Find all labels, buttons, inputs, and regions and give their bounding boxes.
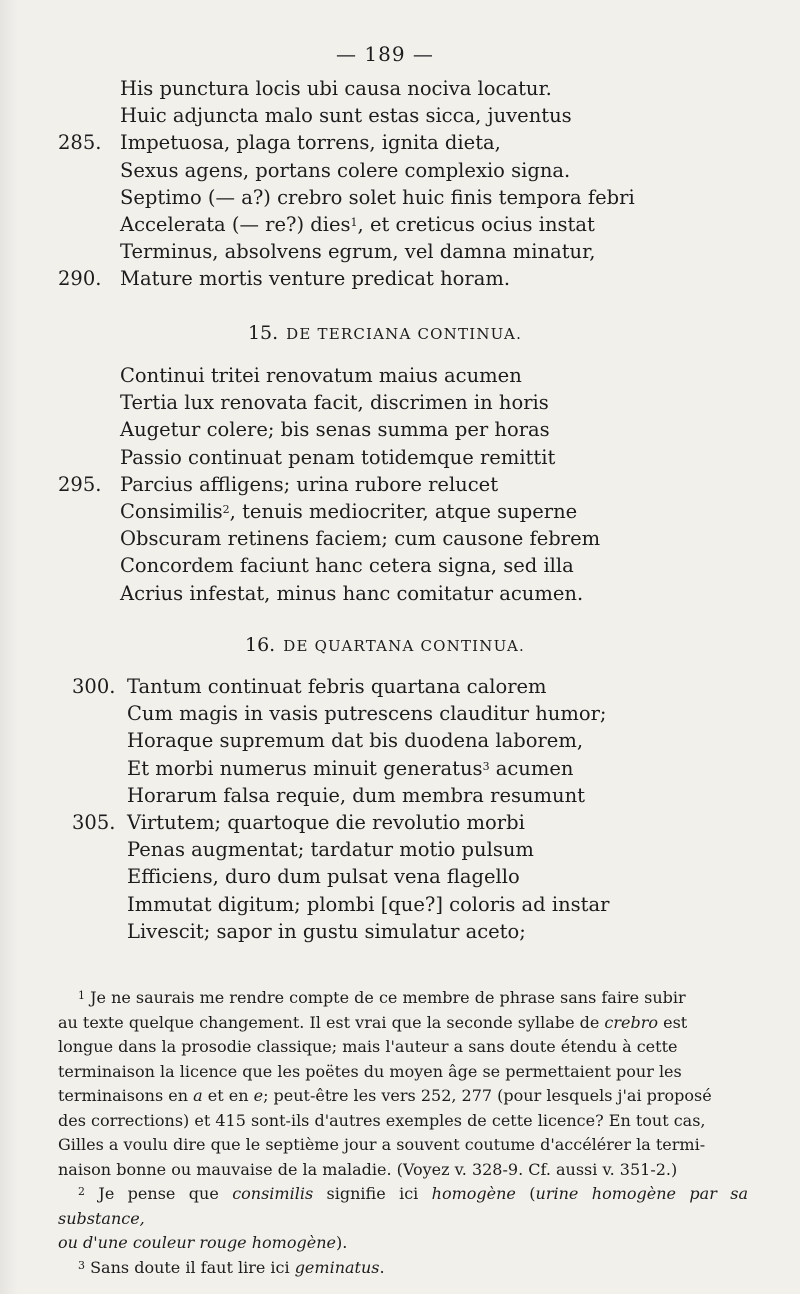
footnote-text: terminaisons en [58,1086,194,1105]
verse-text: Parcius affligens; urina rubore relucet [120,472,499,496]
verse-text: Huic adjuncta malo sunt estas sicca, juventus [120,104,572,128]
verse-line [0,836,800,863]
verse-line [0,211,800,238]
verse-text: Impetuosa, plaga torrens, ignita dieta, [120,131,501,155]
footnote-1 [58,986,748,1182]
verse-line [0,918,800,945]
verse-line [0,265,800,292]
verse-text: Terminus, absolvens egrum, vel damna minatur, [120,240,596,264]
section-number: 16. [245,634,276,656]
verse-line [0,102,800,129]
verse-text: Acrius infestat, minus hanc comitatur acumen. [120,581,584,605]
verse-line [0,389,800,416]
verse-text: , et creticus ocius instat [357,212,595,236]
footnote-text: est [658,1012,688,1032]
footnote-text: ( [515,1184,536,1203]
verse-number: 295. [58,472,102,496]
footnote-italic: consimilis [232,1184,314,1203]
verse-number: 285. [58,131,102,155]
verse-number: 290. [58,267,102,291]
verse-text: Concordem faciunt hanc cetera signa, sed illa [120,554,574,578]
footnote-text: des corrections) et 415 sont-ils d'autres exemples de cette licence? En tout cas, [58,1110,706,1130]
verse-text: Obscuram retinens faciem; cum causone febrem [120,527,601,551]
footnote-3 [58,1256,748,1281]
verse-text: Mature mortis venture predicat horam. [120,267,511,291]
verse-text: Accelerata (— re?) dies [120,212,351,236]
verse-number: 305. [72,810,116,834]
verse-block-quartana [0,673,800,945]
verse-line [0,891,800,918]
section-heading-15 [0,322,770,344]
section-number: 15. [247,322,279,344]
verse-text: Penas augmentat; tardatur motio pulsum [127,838,534,862]
verse-text: Tantum continuat febris quartana calorem [127,675,547,698]
footnote-ref-2[interactable]: 2 [222,502,230,516]
footnote-italic: ou d'une couleur rouge homogène [58,1233,336,1252]
verse-line [0,157,800,184]
verse-line [0,444,800,471]
page-number: — 189 — [336,42,434,66]
footnote-italic: a [193,1086,203,1105]
footnote-ref-1[interactable]: 1 [350,215,358,229]
footnote-italic: crebro [604,1012,659,1032]
footnote-text: Gilles a voulu dire que le septième jour a souvent coutume d'accélérer la termi- [58,1135,706,1154]
verse-line [0,727,800,754]
verse-block-intro [0,75,800,293]
verse-line [0,471,800,498]
verse-text: Augetur colere; bis senas summa per horas [120,418,550,442]
verse-text: acumen [489,756,574,780]
verse-line [0,863,800,890]
verse-text: Septimo (— a?) crebro solet huic finis tempora febri [120,185,635,209]
verse-text: Horarum falsa requie, dum membra resumunt [127,783,586,807]
verse-line [0,755,800,782]
footnote-text: Je pense que [98,1184,233,1203]
verse-line [0,552,800,579]
verse-line [0,700,800,727]
verse-text: Virtutem; quartoque die revolutio morbi [127,810,525,834]
verse-line [0,673,800,700]
footnote-text: Je ne saurais me rendre compte de ce membre de phrase sans faire subir [90,988,686,1007]
footnote-ref-3[interactable]: 3 [482,759,490,773]
footnote-text: et en [202,1086,254,1105]
verse-text: Et morbi numerus minuit generatus [127,756,483,780]
verse-text: Cum magis in vasis putrescens clauditur humor; [127,702,607,726]
verse-text: Continui tritei renovatum maius acumen [120,364,522,387]
footnote-text: Sans doute il faut lire ici [90,1257,295,1277]
verse-line [0,416,800,443]
verse-line [0,498,800,525]
verse-text: Livescit; sapor in gustu simulatur aceto; [127,919,526,943]
verse-text: Passio continuat penam totidemque remittit [120,445,556,469]
verse-number: 300. [72,675,116,698]
verse-line [0,184,800,211]
verse-text: Horaque supremum dat bis duodena laborem, [127,729,584,753]
verse-text: Sexus agens, portans colere complexio signa. [120,158,571,182]
footnote-marker: 2 [78,1185,85,1198]
section-heading-16 [0,634,770,656]
section-title: DE TERCIANA CONTINUA. [286,325,523,343]
verse-line [0,782,800,809]
verse-text: Tertia lux renovata facit, discrimen in horis [120,391,549,415]
verse-text: Consimilis [120,499,223,523]
footnote-marker: 1 [78,989,85,1002]
section-title: DE QUARTANA CONTINUA. [283,637,525,655]
verse-line [0,525,800,552]
verse-text: Immutat digitum; plombi [que?] coloris ad instar [127,892,610,916]
verse-line [0,809,800,836]
footnote-italic: urine homogène par sa substance, [58,1184,748,1228]
footnote-2 [58,1182,748,1256]
footnote-italic: geminatus [294,1257,380,1277]
verse-line [0,580,800,607]
footnote-text: naison bonne ou mauvaise de la maladie. (Voyez v. 328-9. Cf. aussi v. 351-2.) [58,1159,678,1179]
verse-line [0,75,800,102]
footnote-text: . [379,1257,385,1277]
footnote-text: ). [335,1233,348,1252]
verse-line [0,362,800,389]
footnote-marker: 3 [78,1258,85,1272]
verse-block-terciana [0,362,800,607]
footnote-text: longue dans la prosodie classique; mais l'auteur a sans doute étendu à cette [58,1037,678,1056]
footnote-text: au texte quelque changement. Il est vrai que la seconde syllabe de [58,1012,605,1032]
footnote-text: ; peut-être les vers 252, 277 (pour lesquels j'ai proposé [263,1086,712,1105]
footnotes [58,986,748,1280]
verse-line [0,238,800,265]
footnote-italic: homogène [431,1184,516,1203]
verse-text: Efficiens, duro dum pulsat vena flagello [127,865,520,889]
verse-text: , tenuis mediocriter, atque superne [229,499,578,523]
footnote-text: signifie ici [313,1184,432,1203]
verse-text: His punctura locis ubi causa nociva locatur. [120,77,552,100]
verse-line [0,129,800,156]
footnote-italic: e [253,1086,264,1105]
footnote-text: terminaison la licence que les poëtes du moyen âge se permettaient pour les [58,1061,682,1081]
